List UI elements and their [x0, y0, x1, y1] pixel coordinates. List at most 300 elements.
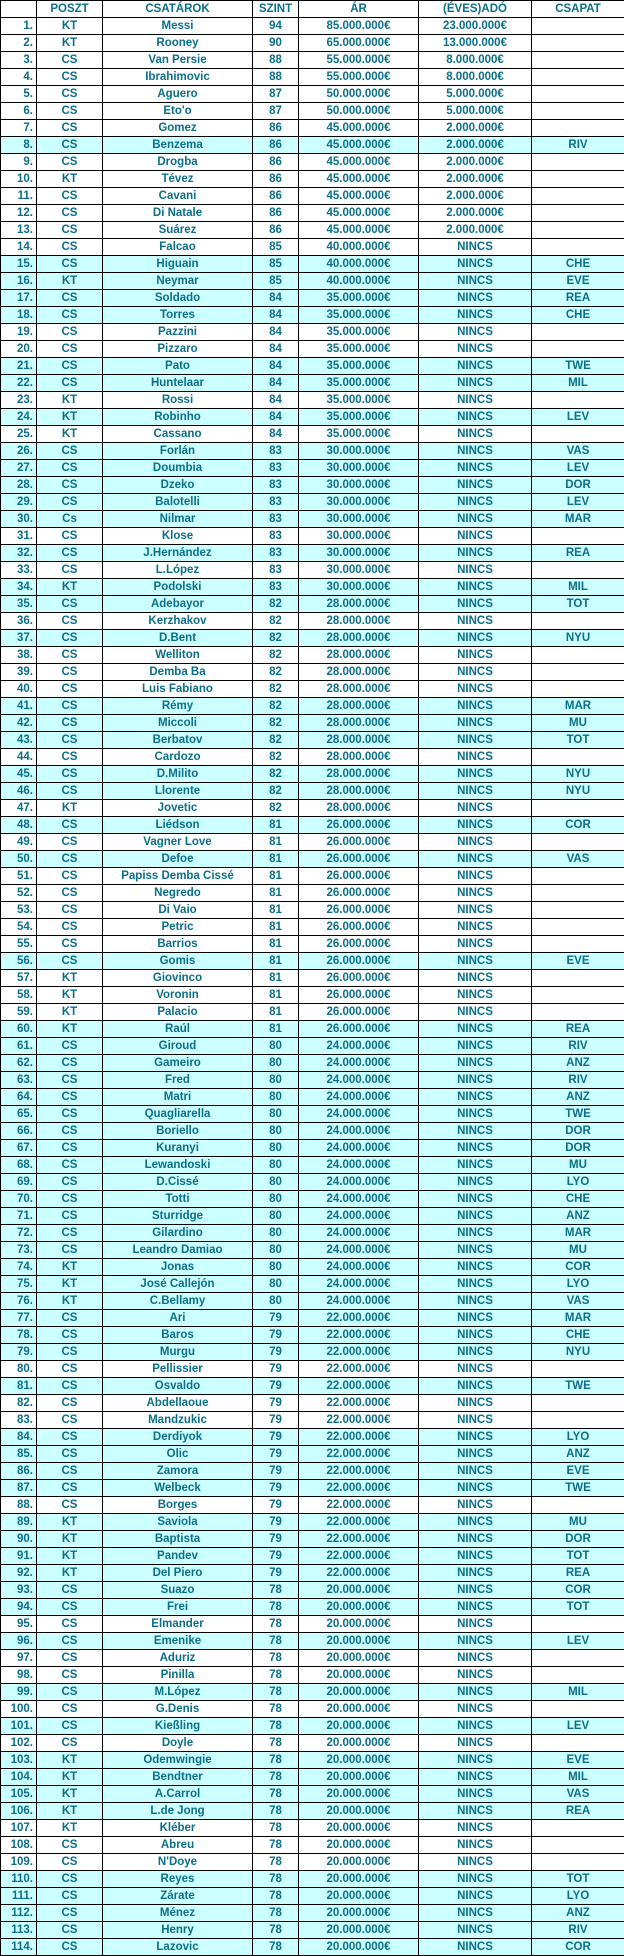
tax-cell: NINCS	[419, 477, 532, 494]
team-cell: DOR	[532, 1123, 624, 1140]
row-index: 69.	[1, 1174, 37, 1191]
row-index: 67.	[1, 1140, 37, 1157]
row-index: 9.	[1, 154, 37, 171]
player-name-cell: Henry	[103, 1922, 253, 1939]
table-row	[1, 1565, 624, 1582]
level-cell: 81	[253, 817, 299, 834]
row-index: 98.	[1, 1667, 37, 1684]
level-cell: 82	[253, 732, 299, 749]
team-cell: DOR	[532, 1140, 624, 1157]
price-cell: 22.000.000€	[299, 1531, 419, 1548]
tax-cell: NINCS	[419, 868, 532, 885]
row-index: 21.	[1, 358, 37, 375]
team-cell	[532, 1820, 624, 1837]
team-cell: LYO	[532, 1429, 624, 1446]
player-name-cell: Sturridge	[103, 1208, 253, 1225]
tax-cell: NINCS	[419, 256, 532, 273]
level-cell: 81	[253, 936, 299, 953]
player-name-cell: Vagner Love	[103, 834, 253, 851]
table-row	[1, 783, 624, 800]
table-row	[1, 1208, 624, 1225]
tax-cell: NINCS	[419, 596, 532, 613]
team-cell	[532, 562, 624, 579]
tax-cell: NINCS	[419, 324, 532, 341]
row-index: 41.	[1, 698, 37, 715]
table-row	[1, 1718, 624, 1735]
price-cell: 28.000.000€	[299, 664, 419, 681]
position-cell: CS	[37, 1055, 103, 1072]
table-row	[1, 1599, 624, 1616]
table-row	[1, 154, 624, 171]
row-index: 24.	[1, 409, 37, 426]
tax-cell: NINCS	[419, 1667, 532, 1684]
header-price: ÁR	[299, 1, 419, 18]
player-name-cell: D.Cissé	[103, 1174, 253, 1191]
table-row	[1, 222, 624, 239]
tax-cell: NINCS	[419, 1684, 532, 1701]
player-name-cell: Quagliarella	[103, 1106, 253, 1123]
tax-cell: NINCS	[419, 936, 532, 953]
team-cell	[532, 1395, 624, 1412]
table-row	[1, 800, 624, 817]
table-row	[1, 1531, 624, 1548]
player-name-cell: Forlán	[103, 443, 253, 460]
position-cell: CS	[37, 1650, 103, 1667]
player-name-cell: Gameiro	[103, 1055, 253, 1072]
level-cell: 78	[253, 1616, 299, 1633]
table-row	[1, 1463, 624, 1480]
table-row	[1, 936, 624, 953]
price-cell: 24.000.000€	[299, 1157, 419, 1174]
price-cell: 55.000.000€	[299, 69, 419, 86]
position-cell: CS	[37, 120, 103, 137]
tax-cell: NINCS	[419, 460, 532, 477]
price-cell: 50.000.000€	[299, 103, 419, 120]
tax-cell: NINCS	[419, 1803, 532, 1820]
table-row	[1, 307, 624, 324]
position-cell: CS	[37, 1582, 103, 1599]
price-cell: 22.000.000€	[299, 1412, 419, 1429]
price-cell: 20.000.000€	[299, 1701, 419, 1718]
level-cell: 78	[253, 1820, 299, 1837]
tax-cell: NINCS	[419, 1225, 532, 1242]
tax-cell: NINCS	[419, 273, 532, 290]
position-cell: CS	[37, 1480, 103, 1497]
team-cell: DOR	[532, 1531, 624, 1548]
row-index: 3.	[1, 52, 37, 69]
tax-cell: NINCS	[419, 1055, 532, 1072]
row-index: 13.	[1, 222, 37, 239]
position-cell: CS	[37, 1310, 103, 1327]
level-cell: 78	[253, 1922, 299, 1939]
level-cell: 78	[253, 1633, 299, 1650]
row-index: 12.	[1, 205, 37, 222]
table-row	[1, 1225, 624, 1242]
team-cell: MU	[532, 1514, 624, 1531]
tax-cell: NINCS	[419, 1140, 532, 1157]
team-cell: LEV	[532, 1633, 624, 1650]
row-index: 85.	[1, 1446, 37, 1463]
position-cell: CS	[37, 1140, 103, 1157]
price-cell: 20.000.000€	[299, 1888, 419, 1905]
player-name-cell: Leandro Damiao	[103, 1242, 253, 1259]
table-row	[1, 477, 624, 494]
team-cell: REA	[532, 1565, 624, 1582]
player-name-cell: Bendtner	[103, 1769, 253, 1786]
team-cell: MIL	[532, 1769, 624, 1786]
tax-cell: NINCS	[419, 1905, 532, 1922]
price-cell: 20.000.000€	[299, 1803, 419, 1820]
level-cell: 80	[253, 1276, 299, 1293]
price-cell: 20.000.000€	[299, 1837, 419, 1854]
table-row	[1, 1650, 624, 1667]
tax-cell: 2.000.000€	[419, 205, 532, 222]
position-cell: CS	[37, 1344, 103, 1361]
team-cell	[532, 188, 624, 205]
position-cell: KT	[37, 800, 103, 817]
row-index: 94.	[1, 1599, 37, 1616]
table-row	[1, 1072, 624, 1089]
level-cell: 79	[253, 1395, 299, 1412]
level-cell: 79	[253, 1446, 299, 1463]
row-index: 22.	[1, 375, 37, 392]
player-name-cell: Ménez	[103, 1905, 253, 1922]
table-row	[1, 375, 624, 392]
price-cell: 22.000.000€	[299, 1446, 419, 1463]
team-cell: TWE	[532, 1106, 624, 1123]
team-cell: MU	[532, 1157, 624, 1174]
player-name-cell: Pandev	[103, 1548, 253, 1565]
level-cell: 88	[253, 52, 299, 69]
price-cell: 26.000.000€	[299, 851, 419, 868]
price-cell: 28.000.000€	[299, 596, 419, 613]
team-cell	[532, 1735, 624, 1752]
tax-cell: 2.000.000€	[419, 222, 532, 239]
team-cell: TWE	[532, 1480, 624, 1497]
level-cell: 82	[253, 749, 299, 766]
position-cell: CS	[37, 256, 103, 273]
price-cell: 20.000.000€	[299, 1871, 419, 1888]
position-cell: CS	[37, 851, 103, 868]
table-row	[1, 1854, 624, 1871]
table-row	[1, 290, 624, 307]
position-cell: KT	[37, 1276, 103, 1293]
row-index: 108.	[1, 1837, 37, 1854]
team-cell: MAR	[532, 698, 624, 715]
player-name-cell: Matri	[103, 1089, 253, 1106]
price-cell: 26.000.000€	[299, 817, 419, 834]
table-row	[1, 749, 624, 766]
player-name-cell: J.Hernández	[103, 545, 253, 562]
team-cell	[532, 936, 624, 953]
position-cell: KT	[37, 987, 103, 1004]
level-cell: 84	[253, 426, 299, 443]
team-cell	[532, 647, 624, 664]
price-cell: 20.000.000€	[299, 1667, 419, 1684]
level-cell: 88	[253, 69, 299, 86]
level-cell: 82	[253, 800, 299, 817]
tax-cell: NINCS	[419, 1752, 532, 1769]
team-cell: LEV	[532, 1718, 624, 1735]
level-cell: 82	[253, 664, 299, 681]
row-index: 88.	[1, 1497, 37, 1514]
tax-cell: NINCS	[419, 358, 532, 375]
player-name-cell: Luis Fabiano	[103, 681, 253, 698]
player-name-cell: Aguero	[103, 86, 253, 103]
position-cell: CS	[37, 460, 103, 477]
position-cell: CS	[37, 732, 103, 749]
level-cell: 78	[253, 1854, 299, 1871]
level-cell: 87	[253, 103, 299, 120]
team-cell	[532, 902, 624, 919]
position-cell: KT	[37, 409, 103, 426]
table-row	[1, 171, 624, 188]
tax-cell: NINCS	[419, 681, 532, 698]
row-index: 32.	[1, 545, 37, 562]
table-row	[1, 1667, 624, 1684]
player-name-cell: Frei	[103, 1599, 253, 1616]
row-index: 62.	[1, 1055, 37, 1072]
position-cell: CS	[37, 1327, 103, 1344]
position-cell: CS	[37, 1939, 103, 1956]
player-name-cell: Boriello	[103, 1123, 253, 1140]
table-row	[1, 596, 624, 613]
position-cell: CS	[37, 324, 103, 341]
table-row	[1, 1004, 624, 1021]
table-row	[1, 1038, 624, 1055]
price-cell: 45.000.000€	[299, 171, 419, 188]
row-index: 43.	[1, 732, 37, 749]
row-index: 18.	[1, 307, 37, 324]
position-cell: CS	[37, 596, 103, 613]
position-cell: CS	[37, 103, 103, 120]
player-name-cell: Elmander	[103, 1616, 253, 1633]
player-name-cell: Zamora	[103, 1463, 253, 1480]
team-cell: RIV	[532, 137, 624, 154]
position-cell: CS	[37, 1191, 103, 1208]
team-cell: MIL	[532, 579, 624, 596]
player-name-cell: Raúl	[103, 1021, 253, 1038]
table-row	[1, 647, 624, 664]
position-cell: KT	[37, 1565, 103, 1582]
row-index: 6.	[1, 103, 37, 120]
table-row	[1, 1548, 624, 1565]
level-cell: 82	[253, 647, 299, 664]
row-index: 33.	[1, 562, 37, 579]
row-index: 45.	[1, 766, 37, 783]
team-cell: MIL	[532, 375, 624, 392]
player-name-cell: Palacio	[103, 1004, 253, 1021]
team-cell: NYU	[532, 766, 624, 783]
level-cell: 86	[253, 188, 299, 205]
price-cell: 30.000.000€	[299, 511, 419, 528]
team-cell	[532, 1004, 624, 1021]
tax-cell: NINCS	[419, 1565, 532, 1582]
player-name-cell: Jonas	[103, 1259, 253, 1276]
tax-cell: NINCS	[419, 494, 532, 511]
tax-cell: NINCS	[419, 1089, 532, 1106]
row-index: 30.	[1, 511, 37, 528]
position-cell: CS	[37, 290, 103, 307]
table-row	[1, 715, 624, 732]
player-name-cell: Higuain	[103, 256, 253, 273]
table-row	[1, 1157, 624, 1174]
row-index: 58.	[1, 987, 37, 1004]
team-cell	[532, 970, 624, 987]
position-cell: CS	[37, 1871, 103, 1888]
level-cell: 79	[253, 1378, 299, 1395]
row-index: 70.	[1, 1191, 37, 1208]
table-row	[1, 35, 624, 52]
position-cell: CS	[37, 919, 103, 936]
table-row	[1, 664, 624, 681]
player-name-cell: Rémy	[103, 698, 253, 715]
team-cell: LYO	[532, 1888, 624, 1905]
table-row	[1, 1055, 624, 1072]
tax-cell: NINCS	[419, 1004, 532, 1021]
header-strikers: CSATÁROK	[103, 1, 253, 18]
player-name-cell: Abdellaoue	[103, 1395, 253, 1412]
level-cell: 80	[253, 1055, 299, 1072]
level-cell: 82	[253, 698, 299, 715]
tax-cell: NINCS	[419, 851, 532, 868]
team-cell	[532, 1701, 624, 1718]
tax-cell: NINCS	[419, 307, 532, 324]
team-cell: TOT	[532, 1871, 624, 1888]
position-cell: CS	[37, 766, 103, 783]
level-cell: 83	[253, 562, 299, 579]
position-cell: CS	[37, 1922, 103, 1939]
table-row	[1, 18, 624, 35]
player-name-cell: Pizzaro	[103, 341, 253, 358]
price-cell: 22.000.000€	[299, 1565, 419, 1582]
position-cell: CS	[37, 222, 103, 239]
position-cell: CS	[37, 1242, 103, 1259]
level-cell: 82	[253, 715, 299, 732]
position-cell: CS	[37, 1735, 103, 1752]
price-cell: 24.000.000€	[299, 1055, 419, 1072]
position-cell: CS	[37, 613, 103, 630]
team-cell: CHE	[532, 307, 624, 324]
team-cell: LYO	[532, 1276, 624, 1293]
player-name-cell: Giovinco	[103, 970, 253, 987]
table-row	[1, 1174, 624, 1191]
position-cell: CS	[37, 1446, 103, 1463]
price-cell: 40.000.000€	[299, 273, 419, 290]
row-index: 49.	[1, 834, 37, 851]
tax-cell: NINCS	[419, 970, 532, 987]
tax-cell: NINCS	[419, 647, 532, 664]
price-cell: 45.000.000€	[299, 222, 419, 239]
price-cell: 45.000.000€	[299, 205, 419, 222]
player-name-cell: Pazzini	[103, 324, 253, 341]
tax-cell: NINCS	[419, 1939, 532, 1956]
player-name-cell: Kerzhakov	[103, 613, 253, 630]
position-cell: CS	[37, 1684, 103, 1701]
team-cell: TOT	[532, 1548, 624, 1565]
row-index: 31.	[1, 528, 37, 545]
row-index: 84.	[1, 1429, 37, 1446]
player-name-cell: Falcao	[103, 239, 253, 256]
tax-cell: 5.000.000€	[419, 86, 532, 103]
tax-cell: NINCS	[419, 800, 532, 817]
table-row	[1, 630, 624, 647]
player-name-cell: Balotelli	[103, 494, 253, 511]
level-cell: 81	[253, 834, 299, 851]
table-row	[1, 1939, 624, 1956]
player-name-cell: Pinilla	[103, 1667, 253, 1684]
tax-cell: NINCS	[419, 834, 532, 851]
position-cell: CS	[37, 885, 103, 902]
table-row	[1, 103, 624, 120]
tax-cell: NINCS	[419, 664, 532, 681]
price-cell: 22.000.000€	[299, 1378, 419, 1395]
tax-cell: NINCS	[419, 1582, 532, 1599]
price-cell: 20.000.000€	[299, 1939, 419, 1956]
level-cell: 83	[253, 443, 299, 460]
price-cell: 22.000.000€	[299, 1429, 419, 1446]
player-name-cell: Berbatov	[103, 732, 253, 749]
position-cell: CS	[37, 69, 103, 86]
tax-cell: NINCS	[419, 1769, 532, 1786]
team-cell	[532, 324, 624, 341]
player-name-cell: Fred	[103, 1072, 253, 1089]
tax-cell: 8.000.000€	[419, 69, 532, 86]
level-cell: 80	[253, 1106, 299, 1123]
position-cell: CS	[37, 358, 103, 375]
player-name-cell: Osvaldo	[103, 1378, 253, 1395]
price-cell: 20.000.000€	[299, 1769, 419, 1786]
team-cell: COR	[532, 1259, 624, 1276]
player-name-cell: Di Natale	[103, 205, 253, 222]
position-cell: CS	[37, 936, 103, 953]
level-cell: 79	[253, 1514, 299, 1531]
table-row	[1, 766, 624, 783]
position-cell: CS	[37, 443, 103, 460]
position-cell: KT	[37, 579, 103, 596]
row-index: 104.	[1, 1769, 37, 1786]
row-index: 16.	[1, 273, 37, 290]
row-index: 29.	[1, 494, 37, 511]
price-cell: 45.000.000€	[299, 154, 419, 171]
position-cell: KT	[37, 1514, 103, 1531]
player-name-cell: L.López	[103, 562, 253, 579]
table-row	[1, 1905, 624, 1922]
player-name-cell: Suárez	[103, 222, 253, 239]
tax-cell: NINCS	[419, 766, 532, 783]
row-index: 82.	[1, 1395, 37, 1412]
tax-cell: 13.000.000€	[419, 35, 532, 52]
team-cell	[532, 69, 624, 86]
player-name-cell: Voronin	[103, 987, 253, 1004]
tax-cell: NINCS	[419, 341, 532, 358]
row-index: 66.	[1, 1123, 37, 1140]
level-cell: 78	[253, 1701, 299, 1718]
table-row	[1, 1871, 624, 1888]
tax-cell: NINCS	[419, 1276, 532, 1293]
tax-cell: NINCS	[419, 1480, 532, 1497]
level-cell: 83	[253, 545, 299, 562]
table-row	[1, 69, 624, 86]
tax-cell: NINCS	[419, 443, 532, 460]
row-index: 11.	[1, 188, 37, 205]
row-index: 4.	[1, 69, 37, 86]
position-cell: CS	[37, 1225, 103, 1242]
team-cell: EVE	[532, 1463, 624, 1480]
level-cell: 81	[253, 1021, 299, 1038]
row-index: 36.	[1, 613, 37, 630]
position-cell: CS	[37, 545, 103, 562]
